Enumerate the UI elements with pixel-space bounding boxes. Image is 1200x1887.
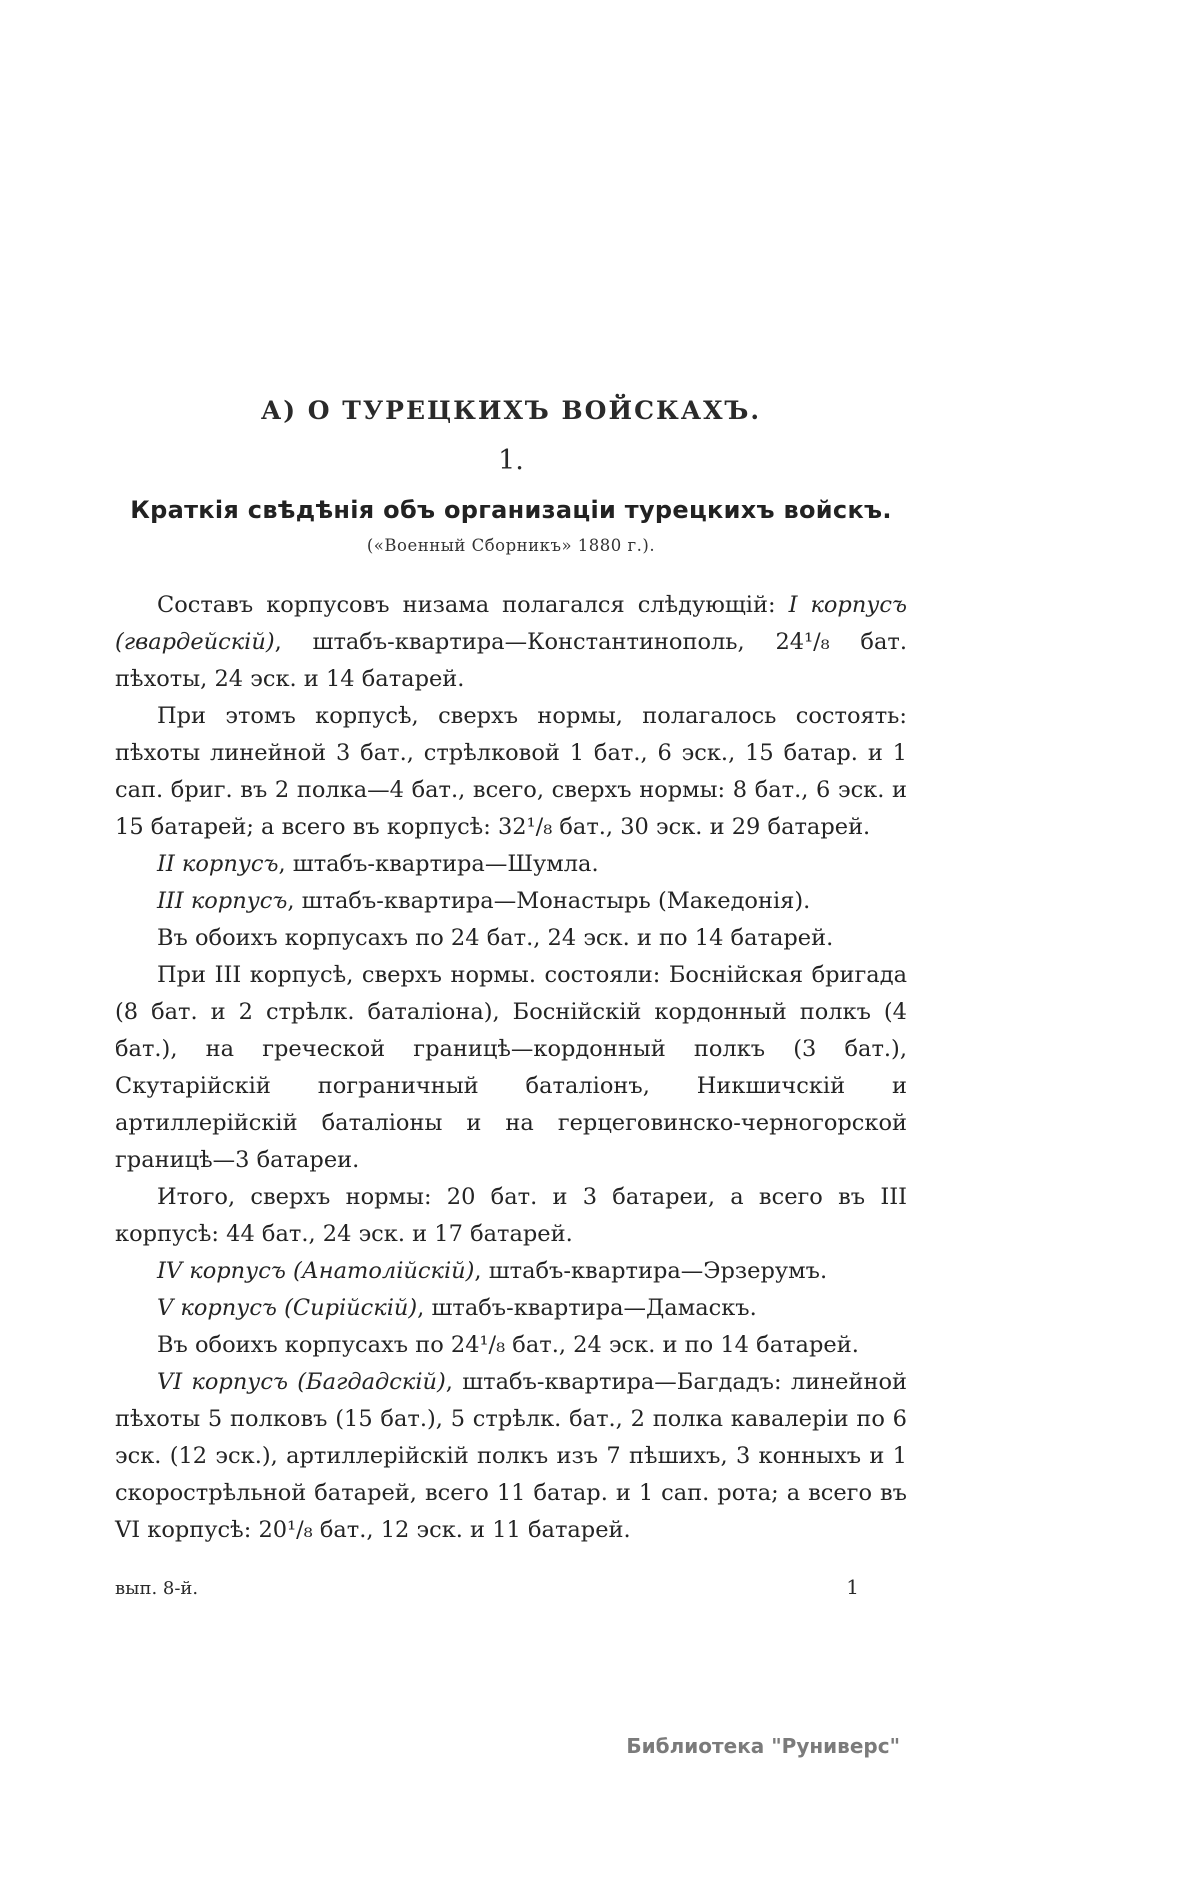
- text-run: Составъ корпусовъ низама полагался слѣдующій:: [157, 592, 789, 618]
- paragraph: [115, 698, 907, 846]
- article-body: [115, 587, 907, 1549]
- section-title: А) О ТУРЕЦКИХЪ ВОЙСКАХЪ.: [260, 396, 762, 425]
- issue-signature: вып. 8-й.: [115, 1578, 199, 1599]
- text-run: , штабъ-квартира—Эрзерумъ.: [474, 1258, 828, 1284]
- page-number: 1: [846, 1575, 859, 1599]
- text-run: , штабъ-квартира—Шумла.: [278, 851, 599, 877]
- article-source: («Военный Сборникъ» 1880 г.).: [366, 536, 656, 555]
- text-run-italic: VI корпусъ (Багдадскій): [157, 1369, 446, 1395]
- paragraph: [115, 846, 907, 883]
- text-run: Итого, сверхъ нормы: 20 бат. и 3 батареи, а всего въ III корпусѣ: 44 бат., 24 эск. и 17 батарей.: [115, 1184, 907, 1247]
- paragraph: [115, 1179, 907, 1253]
- text-run: Въ обоихъ корпусахъ по 24¹/₈ бат., 24 эск. и по 14 батарей.: [157, 1332, 859, 1358]
- text-run: Въ обоихъ корпусахъ по 24 бат., 24 эск. и по 14 батарей.: [157, 925, 834, 951]
- article-heading: Краткія свѣдѣнія объ организаціи турецкихъ войскъ.: [130, 496, 892, 524]
- text-run-italic: IV корпусъ (Анатолійскій): [157, 1258, 475, 1284]
- paragraph: [115, 920, 907, 957]
- text-run: При III корпусѣ, сверхъ нормы. состояли: Боснійская бригада (8 бат. и 2 стрѣлк. баталіона), Боснійскій кордонный полкъ (4 бат.), на греческой границѣ—кордонный полкъ (3 бат.), Скутарійскій пограничный баталіонъ, Никшичскій и артиллерійскій баталіоны и на герцеговинско-черногорской границѣ—3 батареи.: [115, 962, 907, 1173]
- text-run-italic: V корпусъ (Сирійскій): [157, 1295, 418, 1321]
- paragraph: [115, 883, 907, 920]
- page-footer: [115, 1575, 907, 1599]
- paragraph: [115, 1327, 907, 1364]
- paragraph: [115, 587, 907, 698]
- text-run-italic: III корпусъ: [157, 888, 288, 914]
- text-run: , штабъ-квартира—Константинополь, 24¹/₈ бат. пѣхоты, 24 эск. и 14 батарей.: [115, 629, 907, 692]
- page-content: [115, 396, 907, 1599]
- text-run: При этомъ корпусѣ, сверхъ нормы, полагалось состоять: пѣхоты линейной 3 бат., стрѣлковой 1 бат., 6 эск., 15 батар. и 1 сап. бриг. въ 2 полка—4 бат., всего, сверхъ нормы: 8 бат., 6 эск. и 15 батарей; а всего въ корпусѣ: 32¹/₈ бат., 30 эск. и 29 батарей.: [115, 703, 907, 840]
- library-watermark: Библиотека "Руниверс": [626, 1734, 900, 1758]
- text-run: , штабъ-квартира—Дамаскъ.: [417, 1295, 757, 1321]
- text-run-italic: I корпусъ (гвардейскій): [115, 592, 907, 655]
- paragraph: [115, 1290, 907, 1327]
- paragraph: [115, 1364, 907, 1549]
- paragraph: [115, 957, 907, 1179]
- text-run: , штабъ-квартира—Монастырь (Македонія).: [287, 888, 811, 914]
- paragraph: [115, 1253, 907, 1290]
- text-run: , штабъ-квартира—Багдадъ: линейной пѣхоты 5 полковъ (15 бат.), 5 стрѣлк. бат., 2 полка кавалеріи по 6 эск. (12 эск.), артиллерійскій полкъ изъ 7 пѣшихъ, 3 конныхъ и 1 скорострѣльной батарей, всего 11 батар. и 1 сап. рота; а всего въ VI корпусѣ: 20¹/₈ бат., 12 эск. и 11 батарей.: [115, 1369, 907, 1543]
- chapter-number: 1.: [498, 445, 524, 476]
- text-run-italic: II корпусъ: [157, 851, 279, 877]
